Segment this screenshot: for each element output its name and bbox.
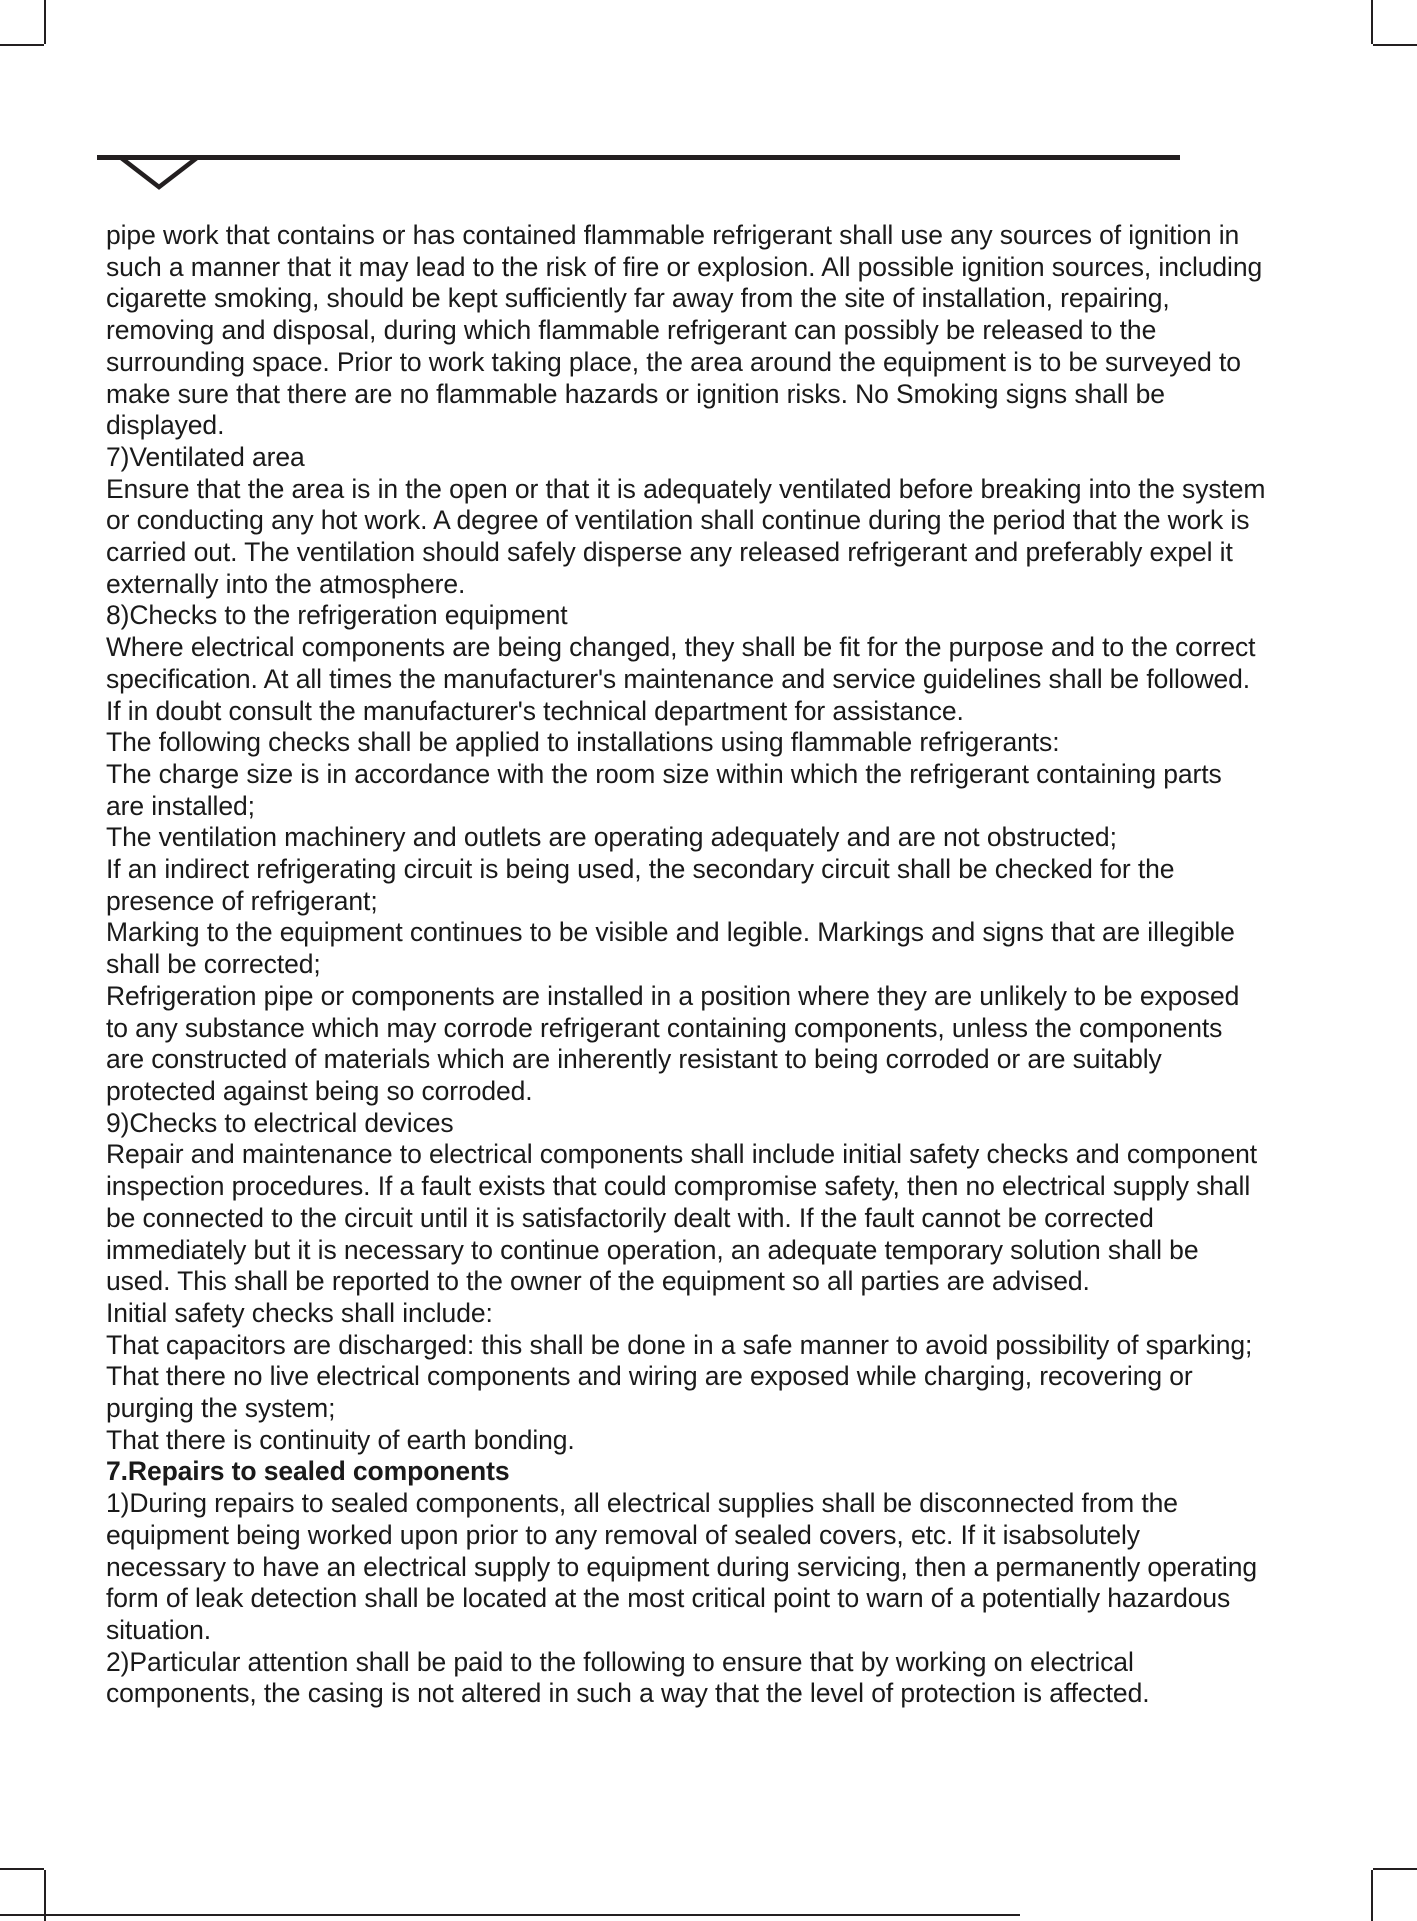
paragraph: Initial safety checks shall include: bbox=[106, 1297, 493, 1328]
crop-mark-top-right-vertical bbox=[1371, 0, 1373, 44]
paragraph: That there no live electrical components and wiring are exposed while charging, recovering or purging the system; bbox=[106, 1361, 1193, 1424]
document-body bbox=[106, 220, 1266, 1710]
paragraph: Marking to the equipment continues to be visible and legible. Markings and signs that are illegible shall be corrected; bbox=[106, 917, 1235, 980]
header-rule bbox=[97, 155, 1180, 160]
section-heading: 7.Repairs to sealed components bbox=[106, 1456, 510, 1487]
paragraph: 2)Particular attention shall be paid to the following to ensure that by working on electrical components, the casing is not altered in such a way that the level of protection is affected. bbox=[106, 1646, 1150, 1709]
footer-rule bbox=[0, 1914, 1020, 1916]
paragraph: Refrigeration pipe or components are installed in a position where they are unlikely to be exposed to any substance which may corrode refrigerant containing components, unless the components are constructed of materials which are inherently resistant to being corroded or are suitably protected against being so corroded. bbox=[106, 980, 1240, 1106]
crop-mark-top-left-horizontal bbox=[0, 44, 44, 46]
paragraph: The charge size is in accordance with the room size within which the refrigerant containing parts are installed; bbox=[106, 758, 1222, 821]
paragraph: pipe work that contains or has contained flammable refrigerant shall use any sources of ignition in such a manner that it may lead to the risk of fire or explosion. All possible ignition sources, including cigarette smoking, should be kept sufficiently far away from the site of installation, repairing, removing and disposal, during which flammable refrigerant can possibly be released to the surrounding space. Prior to work taking place, the area around the equipment is to be surveyed to make sure that there are no flammable hazards or ignition risks. No Smoking signs shall be displayed. bbox=[106, 220, 1263, 441]
crop-mark-top-left-vertical bbox=[44, 0, 46, 44]
paragraph: 7)Ventilated area bbox=[106, 441, 305, 472]
crop-mark-bottom-left-horizontal bbox=[0, 1868, 44, 1870]
paragraph: Repair and maintenance to electrical components shall include initial safety checks and component inspection procedures. If a fault exists that could compromise safety, then no electrical supply shall be connected to the circuit until it is satisfactorily dealt with. If the fault cannot be corrected immediately but it is necessary to continue operation, an adequate temporary solution shall be used. This shall be reported to the owner of the equipment so all parties are advised. bbox=[106, 1139, 1258, 1297]
paragraph: The ventilation machinery and outlets are operating adequately and are not obstructed; bbox=[106, 822, 1117, 853]
paragraph: Where electrical components are being changed, they shall be fit for the purpose and to the correct specification. At all times the manufacturer's maintenance and service guidelines shall be followed. If in doubt consult the manufacturer's technical department for assistance. bbox=[106, 632, 1256, 726]
crop-mark-top-right-horizontal bbox=[1373, 44, 1417, 46]
paragraph: 8)Checks to the refrigeration equipment bbox=[106, 600, 568, 631]
crop-mark-bottom-right-horizontal bbox=[1373, 1868, 1417, 1870]
paragraph: 1)During repairs to sealed components, all electrical supplies shall be disconnected from the equipment being worked upon prior to any removal of sealed covers, etc. If it isabsolutely necessary to have an electrical supply to equipment during servicing, then a permanently operating form of leak detection shall be located at the most critical point to warn of a potentially hazardous situation. bbox=[106, 1488, 1257, 1645]
paragraph: The following checks shall be applied to installations using flammable refrigerants: bbox=[106, 727, 1060, 758]
paragraph: Ensure that the area is in the open or that it is adequately ventilated before breaking into the system or conducting any hot work. A degree of ventilation shall continue during the period that the work is carried out. The ventilation should safely disperse any released refrigerant and preferably expel it externally into the atmosphere. bbox=[106, 473, 1266, 599]
paragraph: If an indirect refrigerating circuit is being used, the secondary circuit shall be checked for the presence of refrigerant; bbox=[106, 854, 1175, 916]
crop-mark-bottom-right-vertical bbox=[1371, 1870, 1373, 1921]
paragraph: 9)Checks to electrical devices bbox=[106, 1107, 454, 1138]
paragraph: That there is continuity of earth bonding. bbox=[106, 1424, 575, 1455]
header-chevron-icon bbox=[120, 155, 198, 191]
paragraph: That capacitors are discharged: this shall be done in a safe manner to avoid possibility of sparking; bbox=[106, 1329, 1253, 1360]
